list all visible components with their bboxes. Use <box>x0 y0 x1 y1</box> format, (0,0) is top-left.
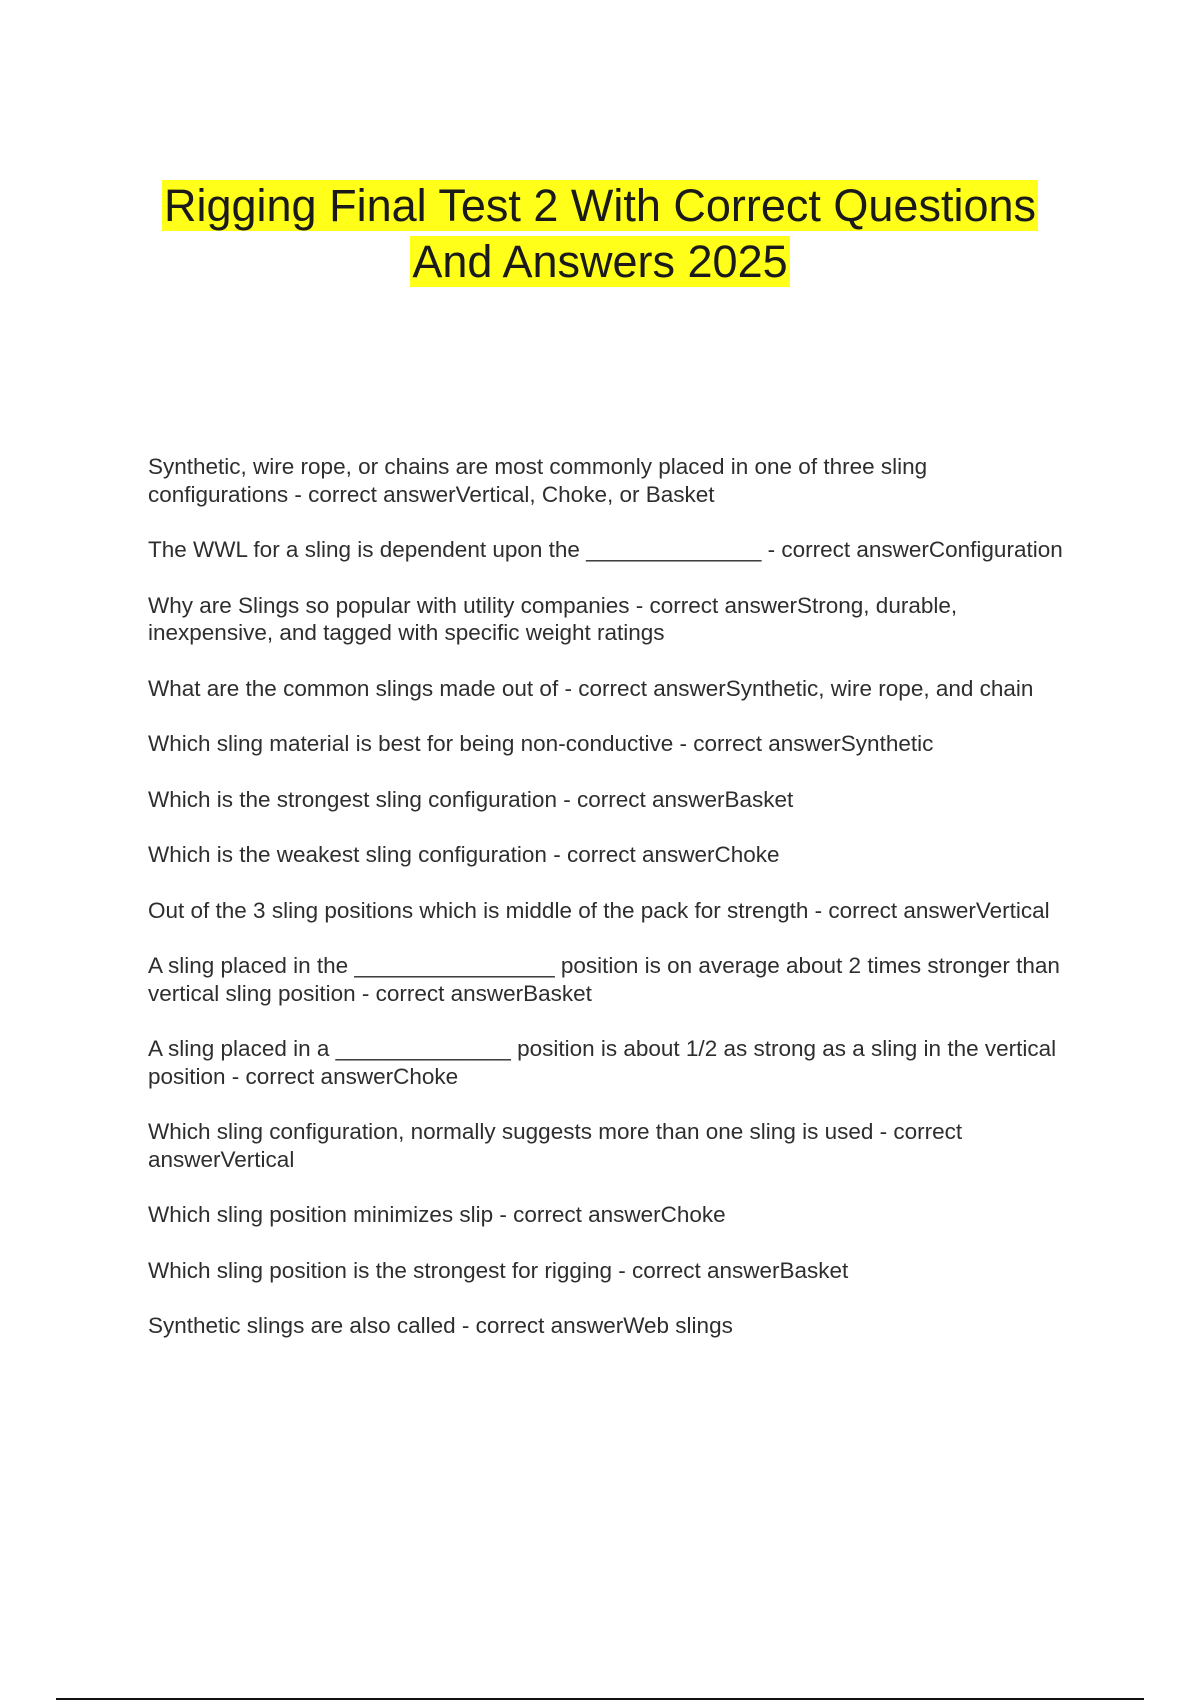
qa-item: A sling placed in a ______________ position is about 1/2 as strong as a sling in the vertical position - correct answerChoke <box>148 1036 1057 1089</box>
qa-item: Out of the 3 sling positions which is middle of the pack for strength - correct answerVertical <box>148 897 1050 923</box>
qa-item: Which sling position minimizes slip - correct answerChoke <box>148 1202 726 1227</box>
qa-item: Which sling material is best for being non-conductive - correct answerSynthetic <box>148 731 934 756</box>
title-line-2: And Answers 2025 <box>412 236 788 287</box>
qa-item: Why are Slings so popular with utility companies - correct answerStrong, durable, inexpensive, and tagged with specific weight ratings <box>148 592 958 645</box>
title-line-1: Rigging Final Test 2 With Correct Questions <box>163 180 1037 231</box>
qa-item: A sling placed in the ________________ position is on average about 2 times stronger than vertical sling position - correct answerBasket <box>148 953 1060 1006</box>
qa-item: Synthetic slings are also called - correct answerWeb slings <box>148 1313 733 1338</box>
qa-item: The WWL for a sling is dependent upon the ______________ - correct answerConfiguration <box>148 537 1063 562</box>
qa-item: Which sling configuration, normally suggests more than one sling is used - correct answerVertical <box>148 1119 963 1172</box>
qa-item: Synthetic, wire rope, or chains are most commonly placed in one of three sling configurations - correct answerVertical, Choke, or Basket <box>148 454 928 507</box>
qa-item: Which is the strongest sling configuration - correct answerBasket <box>148 786 794 812</box>
qa-item: Which sling position is the strongest for rigging - correct answerBasket <box>148 1257 849 1283</box>
qa-item: Which is the weakest sling configuration - correct answerChoke <box>148 842 780 867</box>
question-answer-list <box>148 453 1068 1368</box>
qa-item: What are the common slings made out of - correct answerSynthetic, wire rope, and chain <box>148 675 1034 701</box>
page-title <box>0 178 1200 290</box>
